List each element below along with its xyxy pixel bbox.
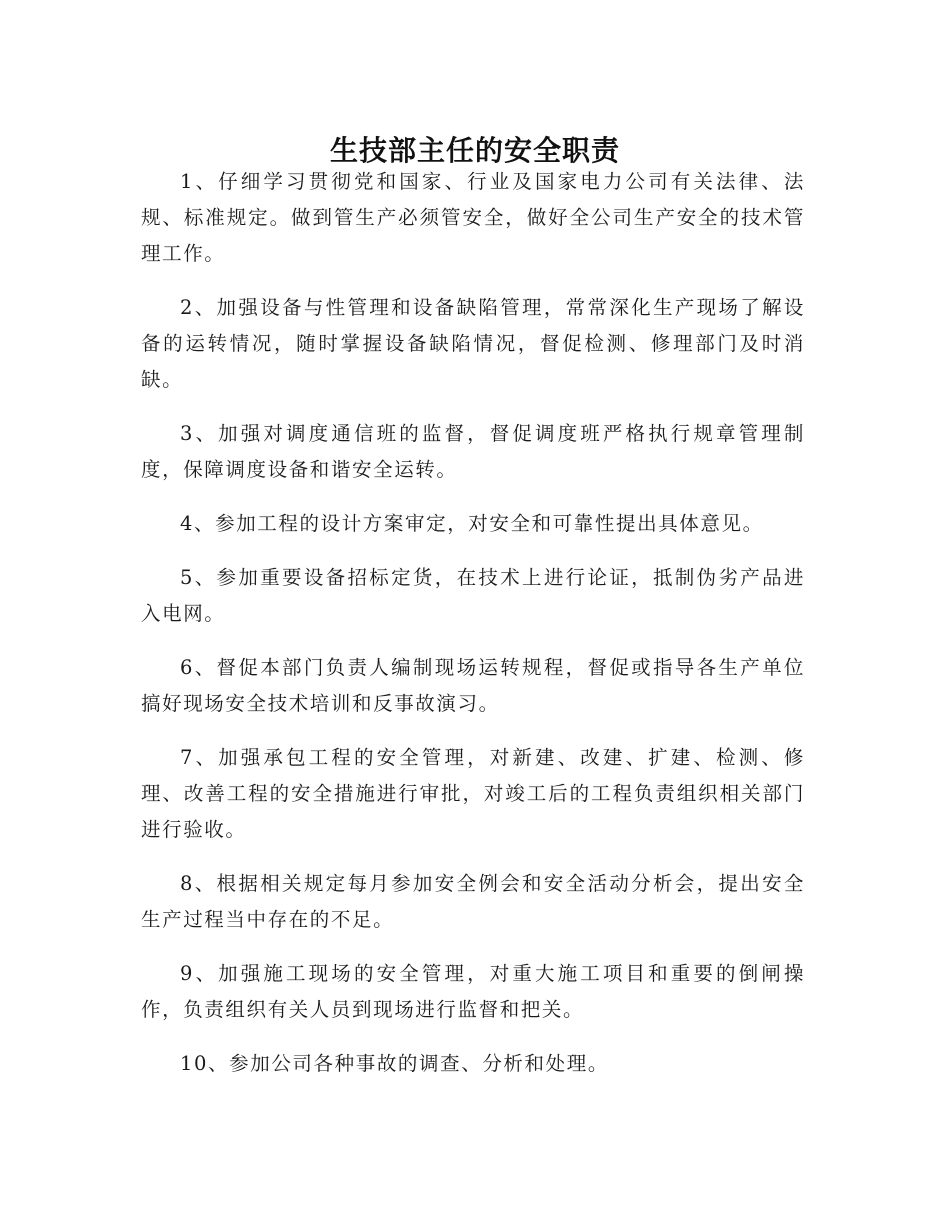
document-body (141, 164, 805, 1100)
paragraph-9: 9、加强施工现场的安全管理，对重大施工项目和重要的倒闸操作，负责组织有关人员到现场进行监督和把关。 (141, 962, 805, 1021)
paragraph-10: 10、参加公司各种事故的调查、分析和处理。 (180, 1052, 609, 1075)
paragraph-1: 1、仔细学习贯彻党和国家、行业及国家电力公司有关法律、法规、标准规定。做到管生产必须管安全，做好全公司生产安全的技术管理工作。 (141, 170, 805, 265)
paragraph-4: 4、参加工程的设计方案审定，对安全和可靠性提出具体意见。 (180, 512, 764, 535)
paragraph-7: 7、加强承包工程的安全管理，对新建、改建、扩建、检测、修理、改善工程的安全措施进行审批，对竣工后的工程负责组织相关部门进行验收。 (141, 746, 805, 841)
paragraph-3: 3、加强对调度通信班的监督，督促调度班严格执行规章管理制度，保障调度设备和谐安全运转。 (141, 422, 805, 481)
paragraph-8: 8、根据相关规定每月参加安全例会和安全活动分析会，提出安全生产过程当中存在的不足。 (141, 872, 805, 931)
paragraph-6: 6、督促本部门负责人编制现场运转规程，督促或指导各生产单位搞好现场安全技术培训和反事故演习。 (141, 656, 805, 715)
paragraph-2: 2、加强设备与性管理和设备缺陷管理，常常深化生产现场了解设备的运转情况，随时掌握设备缺陷情况，督促检测、修理部门及时消缺。 (141, 296, 805, 391)
document-title: 生技部主任的安全职责 (329, 133, 620, 167)
paragraph-5: 5、参加重要设备招标定货，在技术上进行论证，抵制伪劣产品进入电网。 (141, 566, 805, 625)
